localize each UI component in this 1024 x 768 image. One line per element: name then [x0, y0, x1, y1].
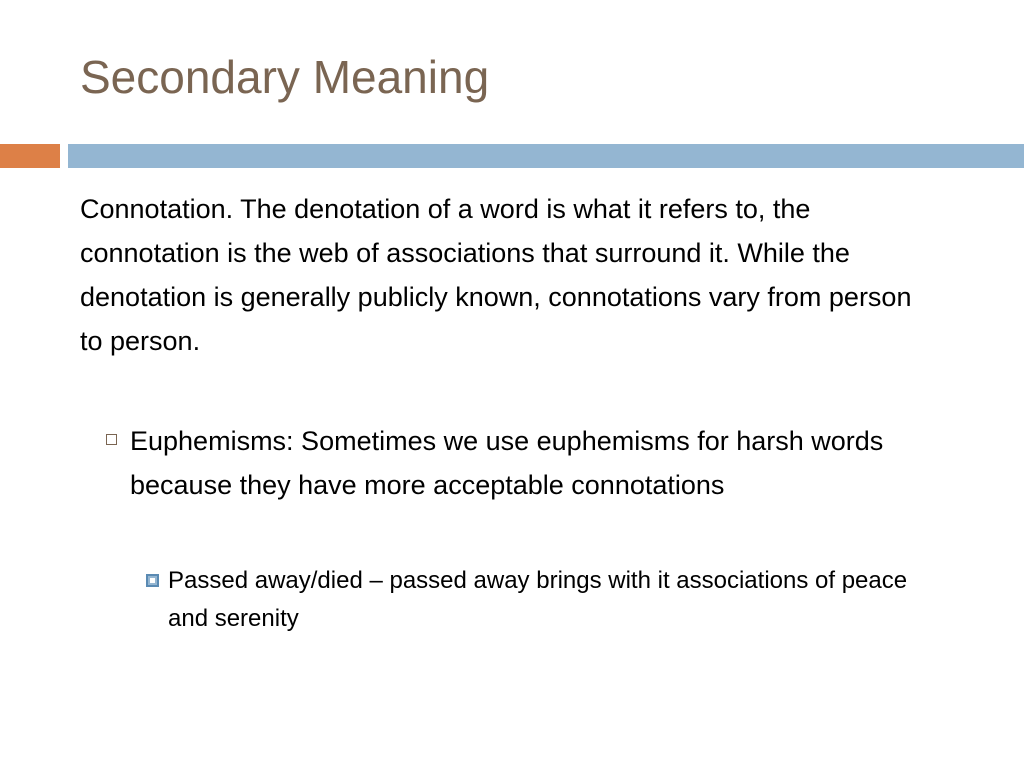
bullet-level-1	[106, 419, 966, 507]
bullet-level-2	[146, 562, 946, 638]
title-accent-bar	[0, 144, 60, 168]
slide-title: Secondary Meaning	[80, 51, 490, 103]
body-paragraph: Connotation. The denotation of a word is what it refers to, the connotation is the web of associations that surround it. While the denotation is generally publicly known, connotations vary from person to person.	[80, 194, 912, 356]
title-divider-bar	[68, 144, 1024, 168]
bullet-level-1-text: Euphemisms: Sometimes we use euphemisms for harsh words because they have more acceptable connotations	[130, 426, 884, 500]
filled-square-bullet-icon	[146, 574, 159, 587]
bullet-level-2-text: Passed away/died – passed away brings with it associations of peace and serenity	[168, 567, 908, 632]
hollow-square-bullet-icon	[106, 434, 117, 445]
